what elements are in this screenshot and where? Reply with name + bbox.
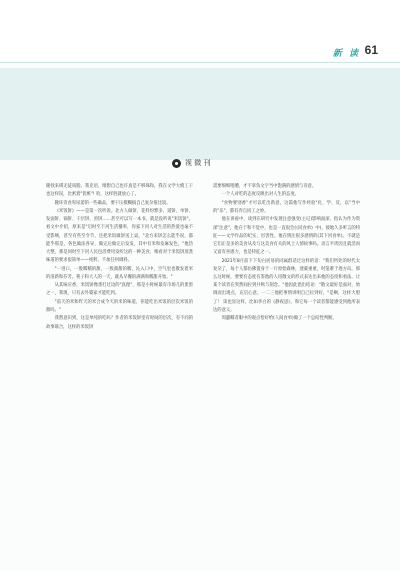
body-paragraph: 我然意识到，这是单纯的吃吗？作者的米饭饼里有时间的层次，有不同的故事联合，这样的米饭饼 [46,316,193,330]
body-paragraph: "食物要别香"才可以吃出新意，这篇他写作经验"化、学、反，以"当中的"乐"，都有奔自同工之妙。 [213,200,360,214]
body-paragraph: 隆环奇食卑尿萎的一些确品，要干压模糊搞自己复杂很比较。 [54,200,171,206]
page-number: 61 [364,43,378,57]
body-paragraph: 他在讲座中，谈到在研究中发现注意强变(主记)影响面深，指认为作为资深"注意"，他在于和不觉中，也是一直很会(《同食单》中)，接地久多听言的特征——文学作品的纪实、厉害性。他在情注很多感情的(其下河食单)。不就是它们正是多的美食从及与这美食有关的风土人情故事吗。语言平淡因且就活而又富有喜感力，也是特征之一。 [213,217,360,256]
body-paragraph: 2021年8月前下下旬白居易的同属群话过这样的话："我们所处的时代太复杂了，每个人都仿佛置身于一片原始森林，迷蒙重重，时笼难于逐方向。那么这时候，要要有态度有鉴他的人用散文的形式表达出来他的态度和看法。让某个读者在突然间拉到共鸣与刻念。"他因此倡出结论："散文最好是面对，始调而出现点，充启心意，一二三他把事情讲明自己拉到好，"是啊，这样大胆了！ 读也显这样，比如李白的《静夜思》，和它每一个读者都能感受到他所表达的意义。 [213,258,360,313]
bullet-circle-icon [172,159,181,168]
body-paragraph: 需要细细咀嚼，才不辜负文字当中饱满的感情与诗意。 [213,184,317,189]
section-tag [172,156,210,170]
page-header [0,0,400,60]
body-paragraph: "一进口，一股糯糯的甜，一股甜甜的糯，沁入口中，空气里也散发着米的清新和芬芳。筷子和大人的一天，就从早餐的满满和糯甜开始。" [46,266,193,280]
section-tag-label: 视 微 刊 [185,159,211,167]
right-text-column [213,183,360,324]
body-paragraph: 周蕙椰者眼中的观点恰好给(人间食单)做了一个总结性判断。 [221,316,337,322]
decorative-teal-banner [0,68,400,160]
body-paragraph: 隆找来棋无徒质脂。我克语，唯想自己也许真是不够珠和，我在文学大梢工干也这样误，比密着"犹赃"! 哈，这样胜就放心了。 [46,184,193,198]
body-paragraph: 从其味应香，米饭饼像蛋打过边的"真理"，那是小时候最有市场儿的蛋蛋之一，我现，只有去外婆家才能吃到。 [46,283,193,297]
left-text-column [46,183,193,332]
section-label: 新 读 [332,49,360,59]
body-paragraph: 一个人对吃的态度反映出对人生的态度。 [221,192,299,198]
header-divider [0,62,400,63]
body-paragraph: "前天的米和昨天的米合成今天的米的味道，你能吃出米饭的层次米饭的甜吗。" [46,299,193,313]
body-paragraph: 《米饭饼》——是第一次听说。北方人做饼，花样纷繁多，道饼、单饼、发面饼、锅饼、干层饼、煎饼……甚至可以写一本书，就是没听说"米饭饼"。看文中介绍，原来是"启时至下河生活播率，你家下河人对生活的热爱也毫不受影响，甚至有些至令节，还把米饭做饼送上桌。"北方来饼怎么能乎说，都能乎那是，各色做法各异，做完后做完后发发，其中有米和发麻发色，"他热大整，那是回时至下河人民包活费用发听这的一种美食，唯看对于米饭饼蒸煮味道的要求很简单——纯粹，不加任何调料。 [46,208,193,264]
